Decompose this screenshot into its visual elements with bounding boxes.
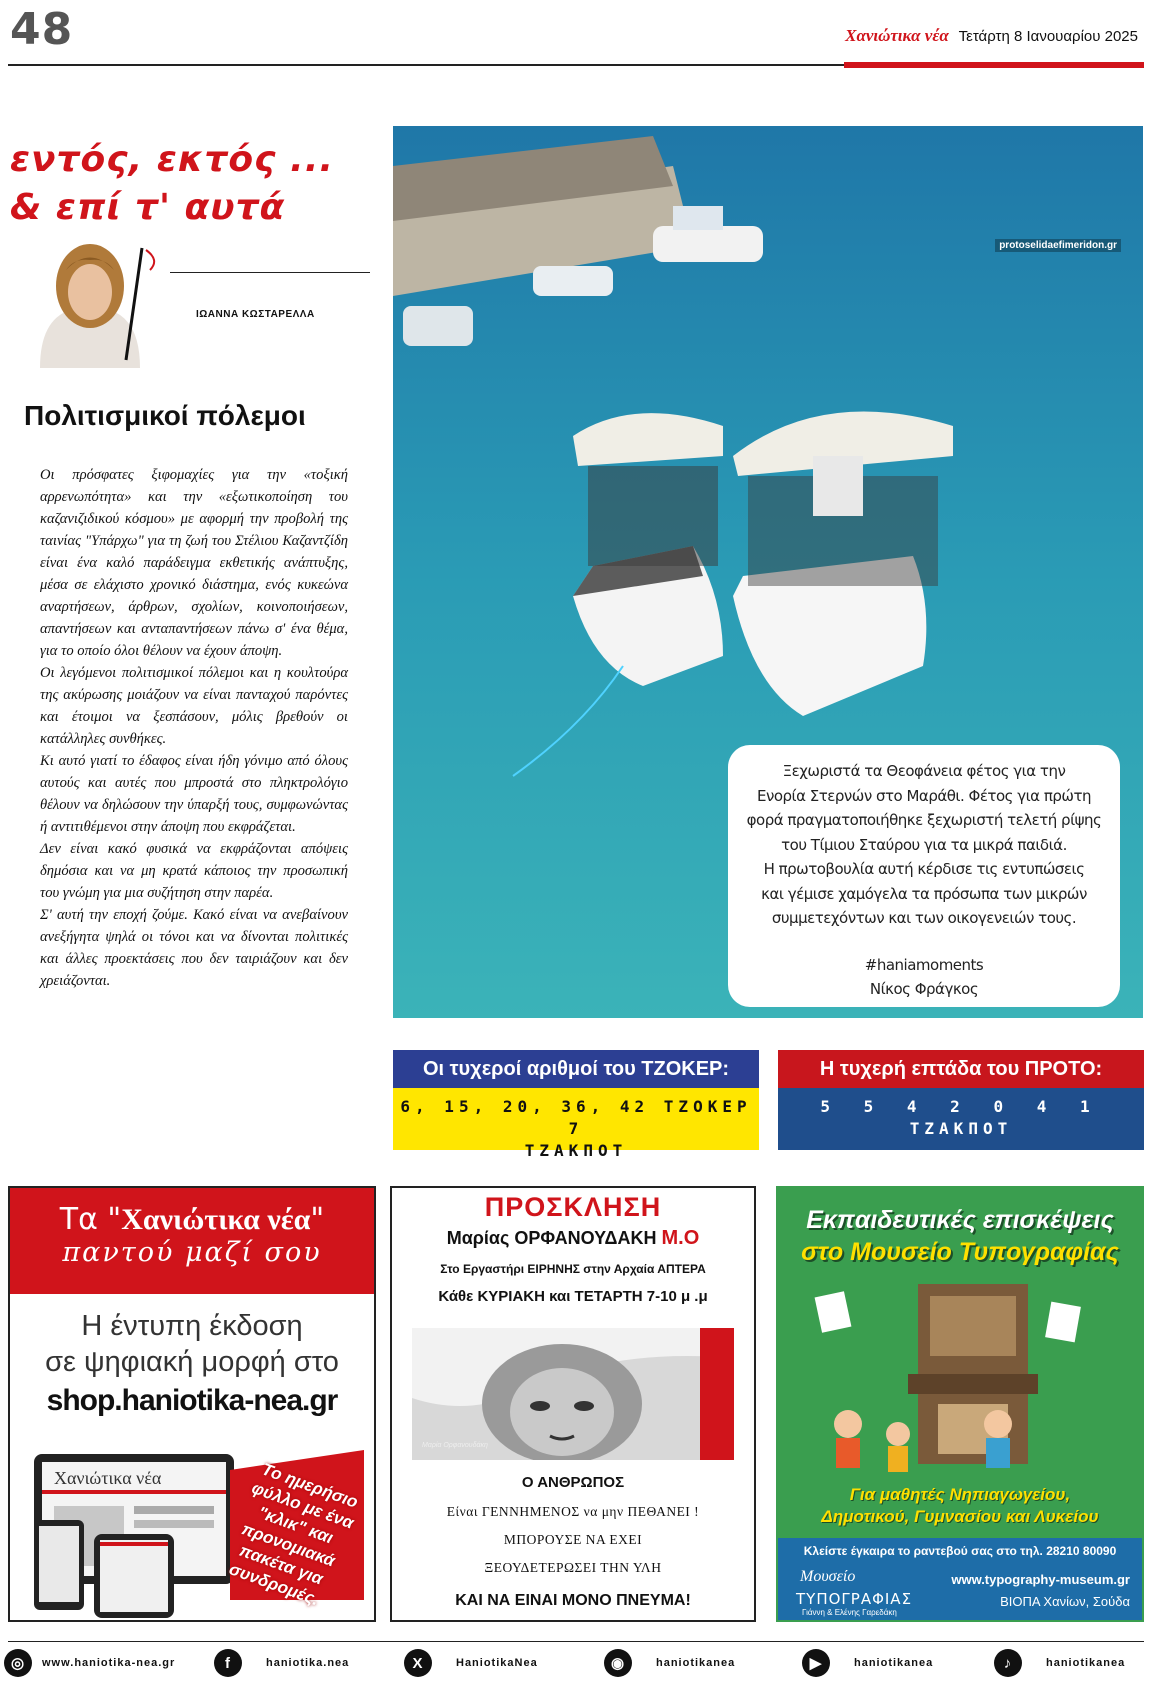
- museum-logo-sub: Γιάννη & Ελένης Γαρεδάκη: [802, 1608, 897, 1617]
- footer-website[interactable]: ◎ www.haniotika-nea.gr: [4, 1648, 175, 1678]
- article-paragraph: Οι πρόσφατες ξιφομαχίες για την «τοξική αρρενωπότητα» και την «εξωτικοποίηση του καζανιζιδικού κόσμου» με αφορμή την προβολή της ταινίας "Υπάρχω" για τη ζωή του Στέλιου Καζαντζίδη είναι ένα καλό παράδειγμα εκθετικής ανάπτυξης, μέσα σε ελάχιστο χρονικό διάστημα, ενός κυκεώνα αναρτήσεων, άρθρων, σχολίων, κοινοποιήσεων, απαντήσεων και ανταπαντήσεων πάνω σ' ένα θέμα, για το οποίο όλοι θέλουν να έχουν άποψη.: [40, 467, 348, 659]
- device-brand: Χανιώτικα νέα: [54, 1468, 162, 1488]
- digital-ad-text2: σε ψηφιακή μορφή στο: [45, 1346, 339, 1378]
- footer-instagram[interactable]: ◉ haniotikanea: [604, 1648, 735, 1678]
- museum-ad-title2: στο Μουσείο Τυπογραφίας: [801, 1238, 1119, 1266]
- typography-museum-ad[interactable]: [776, 1186, 1144, 1622]
- digital-ad-url[interactable]: shop.haniotika-nea.gr: [46, 1384, 338, 1417]
- caption-hashtag: #haniamoments: [864, 955, 984, 974]
- footer-facebook[interactable]: f haniotika.nea: [214, 1648, 349, 1678]
- museum-logo-name: ΤΥΠΟΓΡΑΦΙΑΣ: [796, 1590, 913, 1608]
- instagram-icon: ◉: [604, 1649, 632, 1677]
- article-paragraph: Κι αυτό γιατί το έδαφος είναι ήδη γόνιμο από όλους αυτούς και αυτές που μπροστά στο πληκτρολόγιο θέλουν να δηλώσουν την ύπαρξή τους, συμφωνώντας ή αντιτιθέμενοι στην άποψη που εκφράζεται.: [40, 753, 348, 835]
- x-icon: X: [404, 1649, 432, 1677]
- author-name: ΙΩΑΝΝΑ ΚΩΣΤΑΡΕΛΛΑ: [196, 309, 315, 320]
- masthead-brand: Χανιώτικα νέα: [845, 26, 949, 45]
- invitation-ad: [390, 1186, 756, 1622]
- author-photo: [10, 240, 170, 368]
- portrait-signature: Μαρία Ορφανουδάκη: [422, 1442, 488, 1449]
- printing-press-illustration: [788, 1274, 1134, 1474]
- caption-line: Ενορία Στερνών στο Μαράθι. Φέτος για πρώτη: [757, 786, 1091, 805]
- footer-tiktok[interactable]: ♪ haniotikanea: [994, 1648, 1125, 1678]
- museum-ad-footer: [778, 1538, 1142, 1622]
- page-number: 48: [10, 4, 74, 55]
- footer-x[interactable]: X HaniotikaNea: [404, 1648, 538, 1678]
- invitation-schedule: Κάθε ΚΥΡΙΑΚΗ και ΤΕΤΑΡΤΗ 7-10 μ .μ: [438, 1288, 708, 1305]
- caption-line: Ξεχωριστά τα Θεοφάνεια φέτος για την: [782, 762, 1066, 780]
- invitation-quote-line5: ΚΑΙ ΝΑ ΕΙΝΑΙ ΜΟΝΟ ΠΝΕΥΜΑ!: [455, 1592, 691, 1609]
- museum-ad-audience: Για μαθητές Νηπιαγωγείου, Δημοτικού, Γυμνασίου και Λυκείου: [821, 1485, 1099, 1526]
- invitation-artist: Μαρίας ΟΡΦΑΝΟΥΔΑΚΗ Μ.Ο: [446, 1227, 700, 1249]
- caption-line: φορά πραγματοποιήθηκε ξεχωριστή τελετή ρίψης: [746, 811, 1102, 829]
- proto-box: [778, 1050, 1144, 1150]
- museum-phone[interactable]: Κλείστε έγκαιρα το ραντεβού σας στο τηλ. 28210 80090: [803, 1544, 1117, 1558]
- article-paragraph: Σ' αυτή την εποχή ζούμε. Κακό είναι να ανεβαίνουν ανεξήγητα ψηλά οι τόνοι και να δίνονται πολιτικές και άλλες προεκτάσεις που δεν ταιριάζουν και δεν χρειάζονται.: [40, 907, 348, 989]
- proto-results: [778, 1088, 1144, 1150]
- digital-ad-promo: Το ημερήσιο φύλλο με ένα "κλικ" και προνομιακά πακέτα για συνδρομές.: [226, 1459, 361, 1610]
- caption-line: του Τίμιου Σταύρου για τα μικρά παιδιά.: [781, 835, 1067, 854]
- digital-edition-ad[interactable]: [8, 1186, 376, 1622]
- invitation-quote-line2: Είναι ΓΕΝΝΗΜΕΝΟΣ να μην ΠΕΘΑΝΕΙ !: [446, 1504, 700, 1519]
- article-paragraph: Δεν είναι κακό φυσικά να εκφράζονται απόψεις δημόσια και να μη κρατά κάποιος την προσωπική του γνώμη για μια συζήτηση στην παρέα.: [40, 841, 348, 901]
- proto-jackpot: ΤΖΑΚΠΟΤ: [909, 1119, 1013, 1138]
- page-header: [0, 0, 1152, 70]
- invitation-quote-line4: ΞΕΟΥΔΕΤΕΡΩΣΕΙ ΤΗΝ ΥΛΗ: [484, 1560, 662, 1575]
- page-footer: [4, 1648, 1148, 1678]
- article-body: [40, 464, 348, 992]
- footer-rule: [8, 1641, 1144, 1642]
- tiktok-icon: ♪: [994, 1649, 1022, 1677]
- column-title-line1: εντός, εκτός ...: [10, 139, 335, 180]
- museum-address: ΒΙΟΠΑ Χανίων, Σούδα: [1000, 1594, 1130, 1609]
- tzoker-title: Οι τυχεροί αριθμοί του ΤΖΟΚΕΡ:: [393, 1050, 759, 1088]
- masthead: [845, 26, 1138, 46]
- invitation-quote-line1: Ο ΑΝΘΡΩΠΟΣ: [521, 1474, 625, 1491]
- article-title: Πολιτισμικοί πόλεμοι: [24, 400, 306, 431]
- column-title-line2: & επί τ' αυτά: [10, 187, 286, 228]
- artist-portrait: [412, 1328, 734, 1460]
- digital-ad-line1: Τα "Χανιώτικα νέα": [59, 1202, 325, 1237]
- museum-ad-title1: Εκπαιδευτικές επισκέψεις: [806, 1206, 1114, 1234]
- tzoker-jackpot: ΤΖΑΚΠΟΤ: [524, 1141, 628, 1160]
- caption-line: Η πρωτοβουλία αυτή κέρδισε τις εντυπώσεις: [763, 860, 1085, 878]
- invitation-location: Στο Εργαστήρι ΕΙΡΗΝΗΣ στην Αρχαία ΑΠΤΕΡΑ: [440, 1262, 706, 1276]
- boat-left: [573, 413, 723, 686]
- museum-website[interactable]: www.typography-museum.gr: [951, 1572, 1130, 1587]
- caption-credit: Νίκος Φράγκος: [869, 980, 979, 998]
- tzoker-box: [393, 1050, 759, 1160]
- digital-ad-banner: [10, 1188, 374, 1294]
- article-paragraph: Οι λεγόμενοι πολιτισμικοί πόλεμοι και η κουλτούρα της ακύρωσης μοιάζουν να είναι πανταχού παρόντες και έτοιμοι να ξεσπάσουν, μόλις βρεθούν οι κατάλληλες συνθήκες.: [40, 665, 348, 747]
- youtube-icon: ▶: [802, 1649, 830, 1677]
- museum-logo: Μουσείο: [800, 1568, 856, 1585]
- invitation-quote-line3: ΜΠΟΡΟΥΣΕ ΝΑ ΕΧΕΙ: [503, 1532, 643, 1547]
- tzoker-numbers: 6, 15, 20, 36, 42 ΤΖΟΚΕΡ 7: [400, 1097, 752, 1138]
- news-photo: [393, 126, 1143, 1018]
- header-red-accent: [844, 62, 1144, 68]
- issue-date: Τετάρτη 8 Ιανουαρίου 2025: [958, 28, 1138, 45]
- photo-watermark: protoselidaefimeridon.gr: [995, 239, 1121, 252]
- caption-line: και γέμισε χαμόγελα τα πρόσωπα των μικρών: [761, 884, 1087, 903]
- tzoker-results: [393, 1088, 759, 1160]
- globe-icon: ◎: [4, 1649, 32, 1677]
- digital-ad-line2: παντού μαζί σου: [62, 1237, 322, 1268]
- caption-line: συμμετεχόντων και των οικογενειών τους.: [771, 909, 1077, 927]
- footer-youtube[interactable]: ▶ haniotikanea: [802, 1648, 933, 1678]
- column-title: [10, 136, 380, 232]
- photo-caption: [728, 745, 1120, 1007]
- digital-ad-text1: Η έντυπη έκδοση: [81, 1310, 303, 1342]
- facebook-icon: f: [214, 1649, 242, 1677]
- proto-numbers: 5 5 4 2 0 4 1: [820, 1097, 1102, 1116]
- proto-title: Η τυχερή επτάδα του ΠΡΟΤΟ:: [778, 1050, 1144, 1088]
- invitation-title: ΠΡΟΣΚΛΗΣΗ: [484, 1192, 662, 1222]
